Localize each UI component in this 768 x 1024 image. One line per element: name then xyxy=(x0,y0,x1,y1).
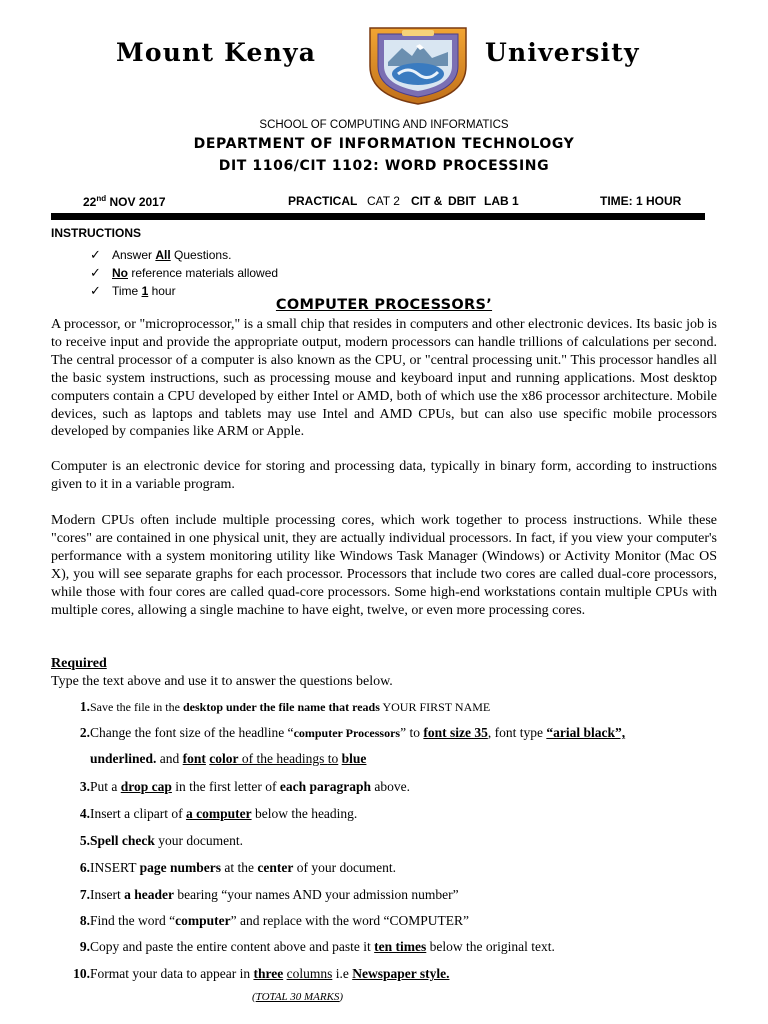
paragraph-1: A processor, or "microprocessor," is a small chip that resides in computers and other electronic devices. Its basic job is to receive input and provide the appropriate output, modern processors can handle trillions of calculations per second. The central processor of a computer is also known as the CPU, or "central processing unit." This processor handles all the basic system instructions, such as processing mouse and keyboard input and running applications. Most desktop computers contain a CPU developed by either Intel or AMD, both of which use the x86 processor architecture. Mobile devices, such as laptops and tablets may use Intel and AMD CPUs, but can also use specific mobile processors developed by companies like ARM or Apple. xyxy=(51,317,717,440)
question-6: 6. INSERT page numbers at the center of your document. xyxy=(79,860,397,875)
question-5: 5. Spell check your document. xyxy=(79,833,243,848)
course-title: DIT 1106/CIT 1102: WORD PROCESSING xyxy=(218,158,550,174)
instruction-item: ✓ No reference materials allowed xyxy=(90,265,279,280)
article-heading: COMPUTER PROCESSORS’ xyxy=(275,297,493,313)
exam-type-practical: PRACTICAL xyxy=(288,194,358,208)
exam-lab: LAB 1 xyxy=(484,194,519,208)
total-marks: (TOTAL 30 MARKS) xyxy=(252,991,344,1003)
question-2: 2. Change the font size of the headline “computer Processors” to font size 35, font type “arial black”, underlined. and font color of the headings to blue xyxy=(79,725,626,766)
exam-date: 22nd NOV 2017 xyxy=(83,194,166,209)
instruction-item: ✓ Time 1 hour xyxy=(90,283,176,298)
checkmark-icon: ✓ xyxy=(90,247,101,262)
required-intro: Type the text above and use it to answer the questions below. xyxy=(51,674,393,689)
question-3: 3. Put a drop cap in the first letter of each paragraph above. xyxy=(79,779,410,794)
university-crest-icon xyxy=(362,22,474,106)
exam-dbit: DBIT xyxy=(448,194,476,208)
instructions-title: INSTRUCTIONS xyxy=(51,226,141,240)
exam-cat: CAT 2 xyxy=(367,194,400,208)
department-name: DEPARTMENT OF INFORMATION TECHNOLOGY xyxy=(193,136,575,152)
question-4: 4. Insert a clipart of a computer below the heading. xyxy=(79,806,358,821)
question-9: 9. Copy and paste the entire content above and paste it ten times below the original text. xyxy=(79,939,555,954)
required-title: Required xyxy=(51,656,107,671)
question-8: 8. Find the word “computer” and replace with the word “COMPUTER” xyxy=(79,913,470,928)
header-divider xyxy=(51,213,705,220)
exam-time: TIME: 1 HOUR xyxy=(600,194,682,208)
checkmark-icon: ✓ xyxy=(90,265,101,280)
paragraph-2: Computer is an electronic device for storing and processing data, typically in binary form, according to instructions given to it in a variable program. xyxy=(51,459,717,492)
instruction-item: ✓ Answer All Questions. xyxy=(90,247,232,262)
exam-cit: CIT & xyxy=(411,194,443,208)
university-name-left: Mount Kenya xyxy=(116,38,317,67)
instructions-list xyxy=(90,246,278,300)
paragraph-3: Modern CPUs often include multiple processing cores, which work together to process instructions. While these "cores" are contained in one physical unit, they are actually individual processors. In fact, if you view your computer's performance with a system monitoring utility like Windows Task Manager (Windows) or Activity Monitor (Mac OS X), you will see separate graphs for each processor. Processors that include two cores are called dual-core processors, while those with four cores are called quad-core processors. Some high-end workstations contain multiple CPUs with multiple cores, allowing a single machine to have eight, twelve, or even more processing cores. xyxy=(51,513,717,618)
question-10: 10. Format your data to appear in three columns i.e Newspaper style. xyxy=(73,966,450,981)
school-name: SCHOOL OF COMPUTING AND INFORMATICS xyxy=(259,119,509,131)
university-name-right: University xyxy=(485,38,640,67)
question-7: 7. Insert a header bearing “your names AND your admission number” xyxy=(79,887,459,902)
question-1: 1. Save the file in the desktop under the file name that reads YOUR FIRST NAME xyxy=(79,699,491,714)
checkmark-icon: ✓ xyxy=(90,283,101,298)
